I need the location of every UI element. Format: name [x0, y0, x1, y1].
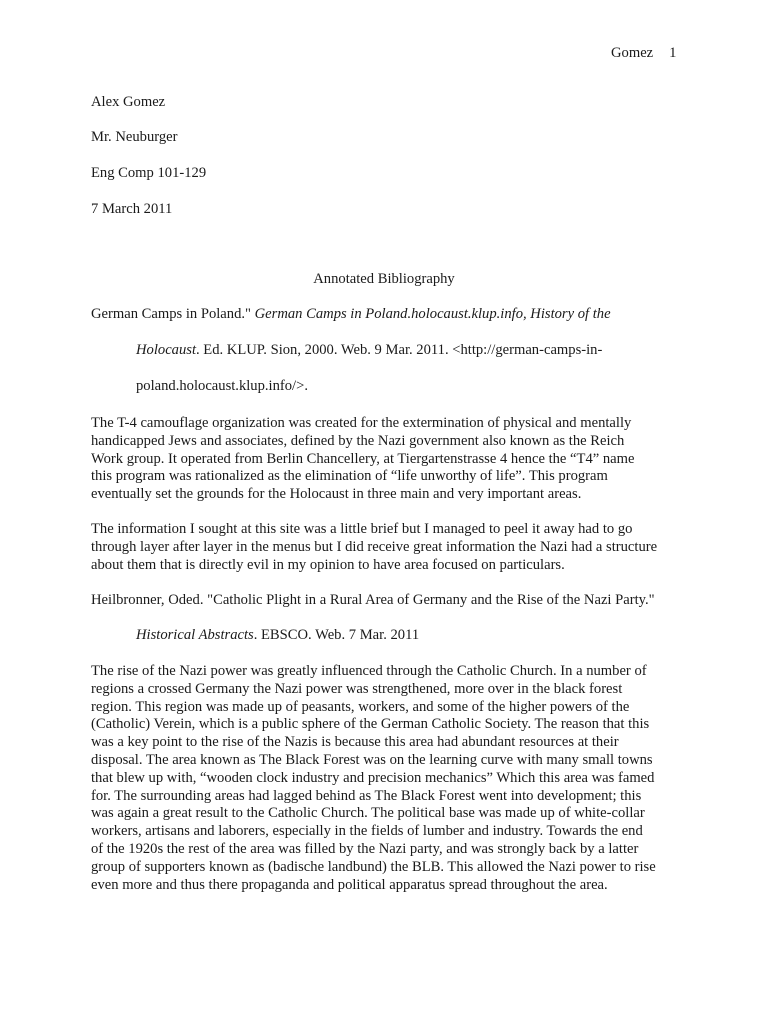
paragraph-line: The T-4 camouflage organization was created for the extermination of physical and mentally	[91, 415, 632, 431]
paragraph-line: this program was rationalized as the elimination of “life unworthy of life”. This program	[91, 468, 608, 485]
paragraph-line: through layer after layer in the menus but I did receive great information the Nazi had a structure	[91, 538, 658, 555]
running-head	[611, 45, 676, 62]
paragraph-line: regions a crossed Germany the Nazi power was strengthened, more over in the black forest	[91, 680, 623, 697]
paragraph-line: region. This region was made up of peasants, workers, and some of the higher powers of the	[91, 698, 630, 715]
paragraph-line: The rise of the Nazi power was greatly influenced through the Catholic Church. In a number of	[91, 663, 647, 679]
paragraph-line: was a key point to the rise of the Nazis is because this area had abundant resources at their	[91, 734, 619, 751]
citation-1-line-2	[136, 342, 602, 359]
citation-2-publication: . EBSCO. Web. 7 Mar. 2011	[253, 627, 420, 643]
citation-1-title-cont: Holocaust	[136, 342, 196, 358]
paragraph-line: eventually set the grounds for the Holocaust in three main and very important areas.	[91, 486, 582, 503]
page-title: Annotated Bibliography	[313, 271, 455, 287]
paragraph-line: of the 1920s the rest of the area was filled by the Nazi party, and was strongly back by a latter	[91, 840, 639, 857]
citation-2-line-1: Heilbronner, Oded. "Catholic Plight in a Rural Area of Germany and the Rise of the Nazi Party."	[91, 592, 655, 608]
citation-1-line-1	[91, 306, 611, 323]
paragraph-line: handicapped Jews and associates, defined by the Nazi government also known as the Reich	[91, 432, 625, 449]
citation-2-source: Historical Abstracts	[136, 627, 254, 643]
running-head-name: Gomez	[611, 45, 654, 61]
author-name: Alex Gomez	[91, 94, 166, 110]
paragraph-line: group of supporters known as (badische landbund) the BLB. This allowed the Nazi power to rise	[91, 858, 656, 875]
annotation-1-evaluation	[91, 521, 671, 574]
citation-1-publication: . Ed. KLUP. Sion, 2000. Web. 9 Mar. 2011. <http://german-camps-in-	[196, 342, 603, 358]
page-number: 1	[669, 45, 677, 61]
instructor-name: Mr. Neuburger	[91, 129, 178, 145]
paragraph-line: even more and thus there propaganda and political apparatus spread throughout the area.	[91, 876, 608, 893]
paragraph-line: that blew up with, “wooden clock industry and precision mechanics” Which this area was famed	[91, 769, 655, 786]
paragraph-line: about them that is directly evil in my opinion to have area focused on particulars.	[91, 556, 565, 573]
paragraph-line: for. The surrounding areas had lagged behind as The Black Forest went into development; this	[91, 787, 642, 804]
paragraph-line: disposal. The area known as The Black Forest was on the learning curve with many small towns	[91, 751, 653, 768]
date: 7 March 2011	[91, 201, 173, 217]
citation-1-line-3: poland.holocaust.klup.info/>.	[136, 378, 308, 394]
annotation-1-summary	[91, 415, 671, 504]
annotation-2-summary	[91, 663, 671, 894]
paragraph-line: workers, artisans and laborers, especially in the fields of lumber and industry. Towards the end	[91, 823, 643, 840]
citation-2-line-2	[136, 627, 419, 644]
paragraph-line: (Catholic) Verein, which is a public sphere of the German Catholic Society. The reason that this	[91, 716, 650, 733]
course-name: Eng Comp 101-129	[91, 165, 207, 181]
citation-1-prefix: German Camps in Poland."	[91, 306, 255, 322]
paragraph-line: Work group. It operated from Berlin Chancellery, at Tiergartenstrasse 4 hence the “T4” name	[91, 450, 635, 467]
paragraph-line: The information I sought at this site was a little brief but I managed to peel it away had to go	[91, 521, 633, 537]
paragraph-line: was again a great result to the Catholic Church. The political base was made up of white-collar	[91, 805, 645, 822]
citation-1-title: German Camps in Poland.holocaust.klup.info, History of the	[254, 306, 611, 322]
